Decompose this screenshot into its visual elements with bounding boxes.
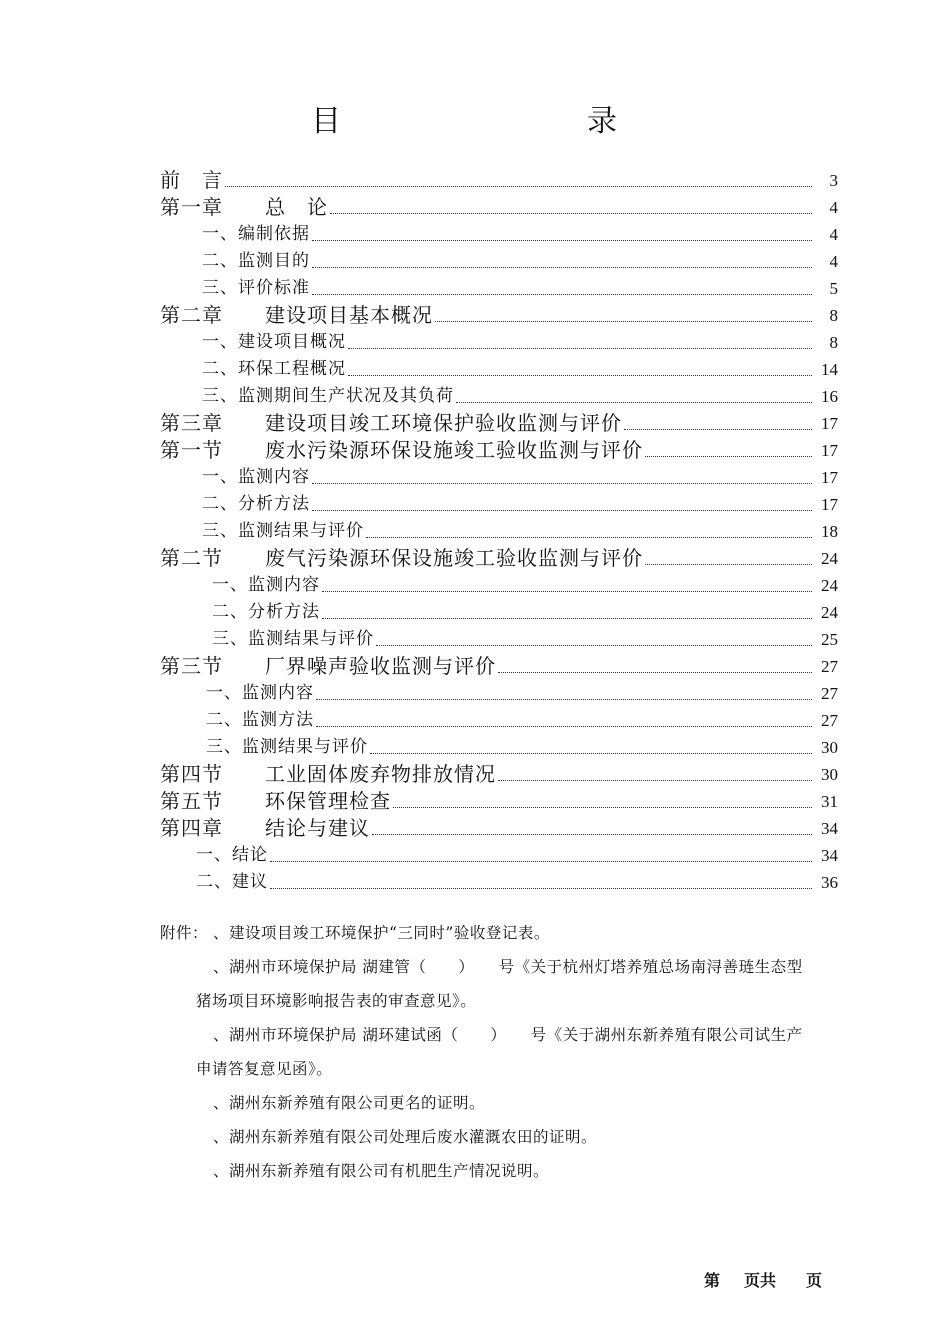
attachment-text: 、建设项目竣工环境保护“三同时”验收登记表。 [213,924,550,942]
toc-entry-label: 第一章 总 论 [160,195,328,219]
toc-section-row[interactable] [160,488,838,515]
toc-page-number: 34 [821,819,838,838]
toc-entry-label: 第二章 建设项目基本概况 [160,303,433,327]
toc-leader-dots [456,402,812,403]
toc-leader-dots [645,456,812,457]
footer-page-label: 页 [744,1271,761,1290]
toc-leader-dots [435,321,812,322]
table-of-contents [160,164,838,893]
toc-leader-dots [322,591,812,592]
toc-leader-dots [376,645,812,646]
toc-leader-dots [393,807,812,808]
toc-chapter-row[interactable] [160,299,838,326]
toc-chapter-row[interactable] [160,785,838,812]
toc-entry-label: 二、监测目的 [202,251,310,271]
toc-leader-dots [312,294,812,295]
toc-leader-dots [498,780,812,781]
toc-entry-label: 一、监测内容 [206,683,314,703]
footer-di: 第 [704,1271,721,1290]
toc-page-number: 17 [821,495,838,514]
toc-page-number: 31 [821,792,838,811]
toc-entry-label: 三、监测结果与评价 [202,521,364,541]
toc-page-number: 30 [821,765,838,784]
toc-page-number: 8 [829,333,838,352]
toc-chapter-row[interactable] [160,434,838,461]
toc-leader-dots [312,483,812,484]
toc-entry-label: 第三节 厂界噪声验收监测与评价 [160,654,496,678]
toc-chapter-row[interactable] [160,758,838,785]
toc-page-number: 16 [821,387,838,406]
toc-section-row[interactable] [160,380,838,407]
toc-leader-dots [645,564,812,565]
toc-leader-dots [322,618,812,619]
toc-entry-label: 一、结论 [196,845,268,865]
attachment-text: 猪场项目环境影响报告表的审查意见》。 [196,992,477,1010]
attachments-heading: 附件： [160,924,209,942]
toc-section-row[interactable] [160,326,838,353]
toc-page-number: 3 [829,171,838,190]
attachment-text: 申请答复意见函》。 [196,1060,333,1078]
toc-leader-dots [498,672,812,673]
toc-entry-label: 三、监测期间生产状况及其负荷 [202,386,454,406]
toc-leader-dots [366,537,812,538]
attachment-line [160,916,840,950]
toc-entry-label: 三、监测结果与评价 [206,737,368,757]
toc-section-row[interactable] [160,623,838,650]
toc-page-number: 24 [821,576,838,595]
toc-leader-dots [316,726,812,727]
attachment-text: 、湖州东新养殖有限公司更名的证明。 [213,1094,486,1112]
toc-page-number: 8 [829,306,838,325]
toc-page-number: 14 [821,360,838,379]
toc-page-number: 17 [821,468,838,487]
toc-entry-label: 第四章 结论与建议 [160,816,370,840]
toc-leader-dots [270,888,812,889]
toc-page-number: 30 [821,738,838,757]
toc-leader-dots [225,186,812,187]
toc-section-row[interactable] [160,731,838,758]
toc-page-number: 36 [821,873,838,892]
toc-entry-label: 一、建设项目概况 [202,332,346,352]
toc-page-number: 27 [821,684,838,703]
toc-section-row[interactable] [160,677,838,704]
toc-entry-label: 二、监测方法 [206,710,314,730]
toc-section-row[interactable] [160,704,838,731]
toc-entry-label: 二、分析方法 [202,494,310,514]
attachment-line [160,984,840,1018]
toc-page-number: 5 [829,279,838,298]
toc-section-row[interactable] [160,272,838,299]
toc-entry-label: 第三章 建设项目竣工环境保护验收监测与评价 [160,411,622,435]
toc-entry-label: 三、监测结果与评价 [212,629,374,649]
toc-page-number: 34 [821,846,838,865]
toc-leader-dots [348,375,812,376]
toc-section-row[interactable] [160,839,838,866]
attachment-line [160,1154,840,1188]
toc-chapter-row[interactable] [160,407,838,434]
toc-chapter-row[interactable] [160,164,838,191]
toc-chapter-row[interactable] [160,812,838,839]
attachment-line [160,1052,840,1086]
toc-entry-label: 第四节 工业固体废弃物排放情况 [160,762,496,786]
toc-leader-dots [624,429,812,430]
toc-section-row[interactable] [160,218,838,245]
toc-entry-label: 二、分析方法 [212,602,320,622]
toc-section-row[interactable] [160,596,838,623]
toc-entry-label: 二、环保工程概况 [202,359,346,379]
toc-section-row[interactable] [160,461,838,488]
toc-page-number: 4 [829,252,838,271]
toc-page-number: 27 [821,657,838,676]
attachment-text: 、湖州市环境保护局 湖环建试函（ ） 号《关于湖州东新养殖有限公司试生产 [213,1026,803,1044]
footer-page-label-2: 页 [806,1271,823,1290]
toc-leader-dots [372,834,812,835]
toc-leader-dots [370,753,812,754]
attachment-line [160,1120,840,1154]
attachment-text: 、湖州东新养殖有限公司有机肥生产情况说明。 [213,1162,550,1180]
toc-chapter-row[interactable] [160,191,838,218]
toc-entry-label: 二、建议 [196,872,268,892]
attachments-section [160,916,840,1188]
toc-leader-dots [270,861,812,862]
toc-leader-dots [316,699,812,700]
toc-entry-label: 第一节 废水污染源环保设施竣工验收监测与评价 [160,438,643,462]
toc-entry-label: 三、评价标准 [202,278,310,298]
footer-gong: 共 [760,1271,777,1290]
toc-entry-label: 一、监测内容 [212,575,320,595]
toc-leader-dots [348,348,812,349]
page-title: 目 录 [311,104,679,139]
toc-page-number: 27 [821,711,838,730]
toc-entry-label: 一、编制依据 [202,224,310,244]
toc-entry-label: 第五节 环保管理检查 [160,789,391,813]
toc-chapter-row[interactable] [160,650,838,677]
toc-page-number: 4 [829,198,838,217]
toc-entry-label: 一、监测内容 [202,467,310,487]
toc-section-row[interactable] [160,353,838,380]
attachment-line [160,1086,840,1120]
attachment-text: 、湖州东新养殖有限公司处理后废水灌溉农田的证明。 [213,1128,598,1146]
toc-chapter-row[interactable] [160,542,838,569]
toc-leader-dots [312,510,812,511]
toc-page-number: 25 [821,630,838,649]
attachment-line [160,950,840,984]
attachment-line [160,1018,840,1052]
toc-section-row[interactable] [160,515,838,542]
attachment-text: 、湖州市环境保护局 湖建管（ ） 号《关于杭州灯塔养殖总场南浔善琏生态型 [213,958,803,976]
toc-entry-label: 第二节 废气污染源环保设施竣工验收监测与评价 [160,546,643,570]
toc-section-row[interactable] [160,866,838,893]
toc-section-row[interactable] [160,569,838,596]
toc-page-number: 17 [821,441,838,460]
page-footer [704,1268,822,1291]
toc-page-number: 18 [821,522,838,541]
toc-leader-dots [330,213,812,214]
toc-page-number: 24 [821,603,838,622]
toc-page-number: 17 [821,414,838,433]
toc-entry-label: 前 言 [160,168,223,192]
toc-section-row[interactable] [160,245,838,272]
toc-page-number: 24 [821,549,838,568]
toc-leader-dots [312,240,812,241]
toc-leader-dots [312,267,812,268]
toc-page-number: 4 [829,225,838,244]
